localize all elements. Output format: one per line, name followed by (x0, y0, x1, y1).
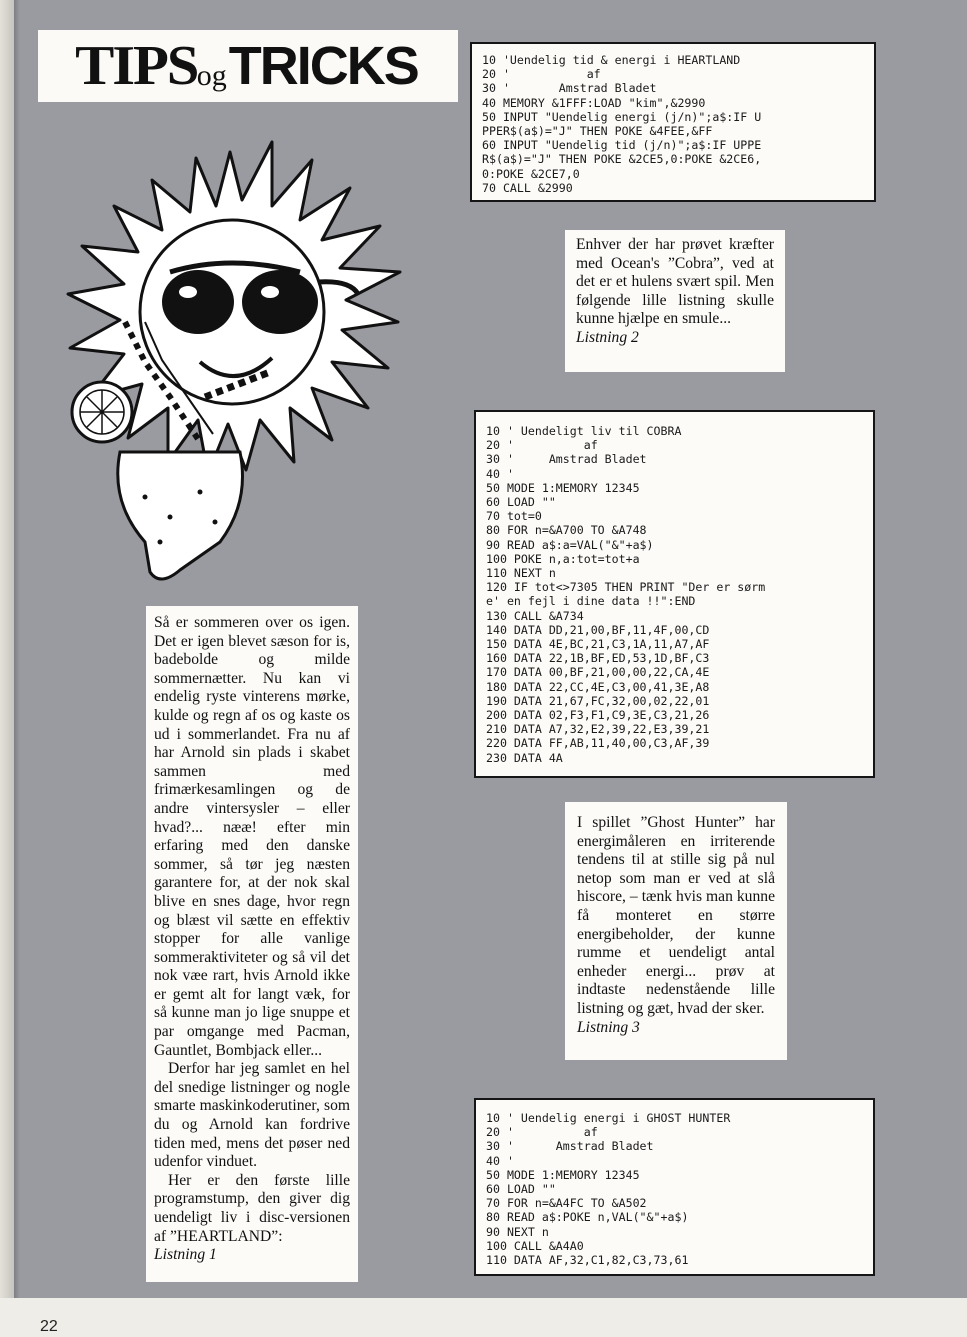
listing-2-code (474, 410, 875, 778)
code-line: 160 DATA 22,1B,BF,ED,53,1D,BF,C3 (486, 651, 710, 666)
sunglasses-left-lens (162, 270, 234, 334)
listing-2-intro (565, 230, 785, 372)
code-line: 120 IF tot<>7305 THEN PRINT "Der er sørm (486, 580, 766, 595)
code-line: 140 DATA DD,21,00,BF,11,4F,00,CD (486, 622, 710, 637)
listing-3-intro (565, 802, 787, 1060)
code-line: 110 NEXT n (486, 566, 556, 581)
code-line: 40 MEMORY &1FFF:LOAD "kim",&2990 (482, 95, 706, 110)
code-line: 170 DATA 00,BF,21,00,00,22,CA,4E (486, 665, 710, 680)
logo-tricks: TRICKS (228, 36, 418, 96)
spine-shadow (14, 0, 20, 1337)
code-line: 30 ' Amstrad Bladet (486, 452, 647, 467)
listing-3-code (474, 1098, 875, 1276)
code-line: 70 CALL &2990 (482, 180, 573, 195)
tips-og-tricks-logo (38, 30, 458, 102)
code-line: 180 DATA 22,CC,4E,C3,00,41,3E,A8 (486, 679, 710, 694)
code-line: 60 INPUT "Uendelig tid (j/n)";a$:IF UPPE (482, 138, 762, 153)
code-line: 0:POKE &2CE7,0 (482, 166, 580, 181)
code-line: 100 POKE n,a:tot=tot+a (486, 551, 640, 566)
code-line: 70 tot=0 (486, 509, 542, 524)
code-line: 40 ' (486, 1153, 514, 1168)
listing-2-intro-text: Enhver der har prøvet kræfter med Ocean's ”Cobra”, ved at det er et hulens svært spil. Men følgende lille listning skulle kunne hjælpe en smule... (576, 236, 774, 328)
drink-glass (118, 452, 243, 579)
bottom-margin (0, 1298, 967, 1337)
code-line: 10 ' Uendelig energi i GHOST HUNTER (486, 1111, 731, 1125)
code-line: 210 DATA A7,32,E2,39,22,E3,39,21 (486, 722, 710, 737)
code-line: 80 READ a$:POKE n,VAL("&"+a$) (486, 1210, 689, 1225)
code-line: e' en fejl i dine data !!":END (486, 594, 696, 609)
code-line: 150 DATA 4E,BC,21,C3,1A,11,A7,AF (486, 637, 710, 652)
main-article-paragraph: Så er sommeren over os igen. Det er igen blevet sæson for is, badebolde og milde sommernætter. Nu kan vi endelig ryste vinterens mørke, kulde og regn af os og kaste os ud i sommerlandet. Fra nu af har Arnold sin plads i skabet sammen med frimærkesamlingen og de andre vintersysler – eller hvad?... nææ! efter min erfaring med den danske sommer, så tør jeg næsten garantere for, at der nok skal blive en snes dage, hvor regn og blæst vil sætte en effektiv stopper for alle vanlige sommeraktiviteter og så vil det nok væe rart, hvis Arnold ikke er gemt alt for langt væk, for så kunne man jo lige snuppe et par omgange med Pacman, Gauntlet, Bombjack eller... (154, 614, 350, 1059)
listing-3-intro-text: I spillet ”Ghost Hunter” har energimåleren en irriterende tendens til at stille sig på nul netop som man er ved at slå hiscore, – tænk hvis man kunne få monteret en større energibeholder, der kunne rumme et uendeligt antal enheder energi... prøv at indtaste nedenstående lille listning og gæt, hvad der sker. (577, 814, 775, 1017)
listing-3-ref: Listning 3 (577, 1018, 640, 1036)
code-line: 40 ' (486, 466, 514, 481)
page-edge (0, 0, 14, 1337)
main-article-paragraph: Her er den første lille programstump, den giver dig uendeligt liv i disc-versionen af ”HEARTLAND”: (154, 1171, 350, 1245)
code-line: 90 READ a$:a=VAL("&"+a$) (486, 537, 654, 552)
code-line: 60 LOAD "" (486, 495, 556, 510)
code-line: 220 DATA FF,AB,11,40,00,C3,AF,39 (486, 736, 710, 751)
code-line: 80 FOR n=&A700 TO &A748 (486, 523, 647, 538)
code-line: 50 MODE 1:MEMORY 12345 (486, 480, 640, 495)
code-line: 50 MODE 1:MEMORY 12345 (486, 1167, 640, 1182)
listing-1-ref: Listning 1 (154, 1246, 217, 1264)
code-line: 60 LOAD "" (486, 1182, 556, 1197)
code-line: 200 DATA 02,F3,F1,C9,3E,C3,21,26 (486, 708, 710, 723)
code-line: 190 DATA 21,67,FC,32,00,02,22,01 (486, 693, 710, 708)
code-line: 90 NEXT n (486, 1224, 549, 1239)
code-line: 30 ' Amstrad Bladet (482, 81, 657, 96)
logo-og: og (196, 59, 227, 92)
code-line: 20 ' af (486, 438, 598, 453)
sun-with-sunglasses-illustration (50, 122, 410, 592)
code-line: 20 ' af (486, 1125, 598, 1140)
logo-tips: TIPS (75, 35, 198, 97)
code-line: R$(a$)="J" THEN POKE &2CE5,0:POKE &2CE6, (482, 152, 762, 167)
main-article-paragraph: Derfor har jeg samlet en hel del snedige listninger og nogle smarte maskinkoderutiner, som du og Arnold kan fordrive tiden med, mens det pøser ned udenfor vinduet. (154, 1060, 350, 1171)
code-line: 50 INPUT "Uendelig energi (j/n)";a$:IF U (482, 109, 762, 124)
code-line: 110 DATA AF,32,C1,82,C3,73,61 (486, 1253, 689, 1268)
code-line: 70 FOR n=&A4FC TO &A502 (486, 1196, 647, 1211)
listing-2-ref: Listning 2 (576, 328, 639, 346)
page-number: 22 (40, 1318, 58, 1335)
code-line: 20 ' af (482, 67, 601, 82)
code-line: 130 CALL &A734 (486, 608, 584, 623)
code-line: PPER$(a$)="J" THEN POKE &4FEE,&FF (482, 124, 713, 139)
main-article (146, 606, 358, 1282)
code-line: 10 ' Uendeligt liv til COBRA (486, 424, 682, 438)
listing-1-code (470, 42, 876, 202)
sunglasses-right-lens (242, 270, 318, 334)
code-line: 100 CALL &A4A0 (486, 1238, 584, 1253)
code-line: 230 DATA 4A (486, 750, 563, 765)
code-line: 10 'Uendelig tid & energi i HEARTLAND (482, 53, 741, 67)
code-line: 30 ' Amstrad Bladet (486, 1139, 654, 1154)
